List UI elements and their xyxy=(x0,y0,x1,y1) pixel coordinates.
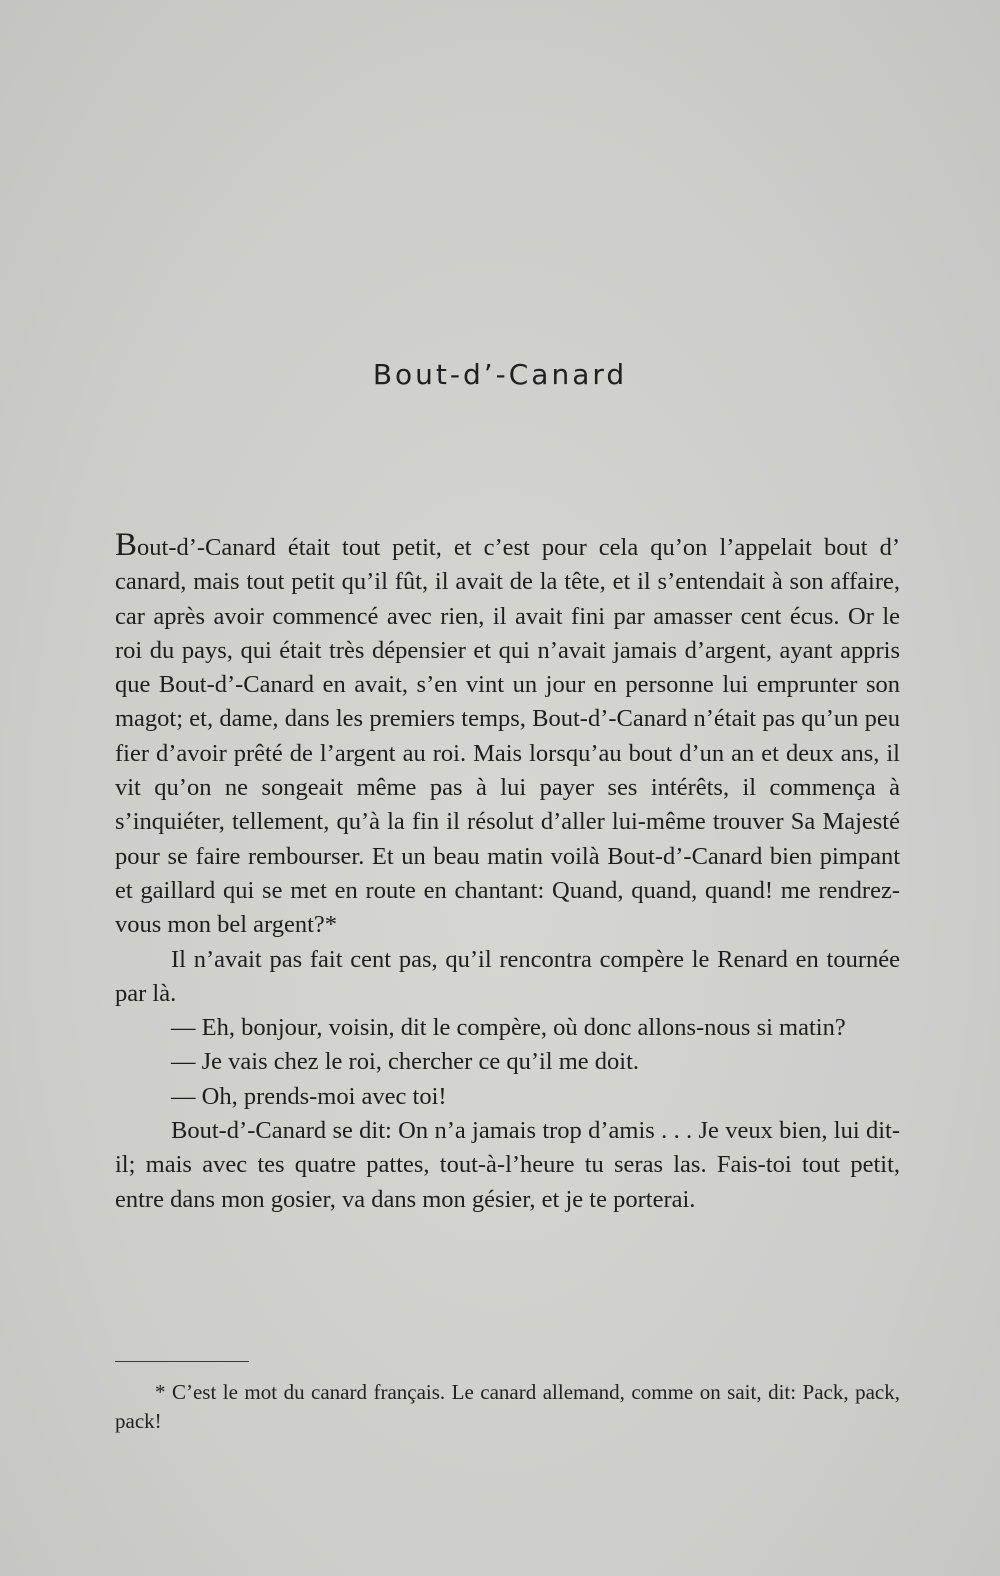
drop-cap: B xyxy=(115,527,138,563)
paragraph-6: Bout-d’-Canard se dit: On n’a jamais trop d’amis . . . Je veux bien, lui dit-il; mais avec tes quatre pattes, tout-à-l’heure tu seras las. Fais-toi tout petit, entre dans mon gosier, va dans mon gésier, et je te porterai. xyxy=(115,1117,900,1213)
paragraph-4: — Je vais chez le roi, chercher ce qu’il me doit. xyxy=(171,1048,640,1076)
paragraph-text: out-d’-Canard était tout petit, et c’est pour cela qu’on l’appelait bout d’ canard, mais tout petit qu’il fût, il avait de la tête, et il s’entendait à son affaire, car après avoir commencé avec rien, il avait fini par amasser cent écus. Or le roi du pays, qui était très dépensier et qui n’avait jamais d’argent, ayant appris que Bout-d’-Canard en avait, s’en vint un jour en personne lui emprunter son magot; et, dame, dans les premiers temps, Bout-d’-Canard n’était pas qu’un peu fier d’avoir prêté de l’argent au roi. Mais lorsqu’au bout d’un an et deux ans, il vit qu’on ne songeait même pas à lui payer ses intérêts, il commença à s’inquiéter, tellement, qu’à la fin il résolut d’aller lui-même trouver Sa Majesté pour se faire rembourser. Et un beau matin voilà Bout-d’-Canard bien pimpant et gaillard qui se met en route en chantant: Quand, quand, quand! me rendrez-vous mon bel argent?* xyxy=(115,534,900,939)
footnote: * C’est le mot du canard français. Le canard allemand, comme on sait, dit: Pack, pack, pack! xyxy=(115,1380,900,1433)
paragraph-2: Il n’avait pas fait cent pas, qu’il rencontra compère le Renard en tournée par là. xyxy=(115,945,900,1007)
paragraph-5: — Oh, prends-moi avec toi! xyxy=(171,1082,447,1110)
paragraph-1 xyxy=(115,527,900,943)
footnote-divider xyxy=(115,1361,249,1362)
chapter-title: Bout-d’-Canard xyxy=(372,358,628,391)
paragraph-3: — Eh, bonjour, voisin, dit le compère, où donc allons-nous si matin? xyxy=(171,1014,846,1042)
body-text xyxy=(115,527,900,1217)
